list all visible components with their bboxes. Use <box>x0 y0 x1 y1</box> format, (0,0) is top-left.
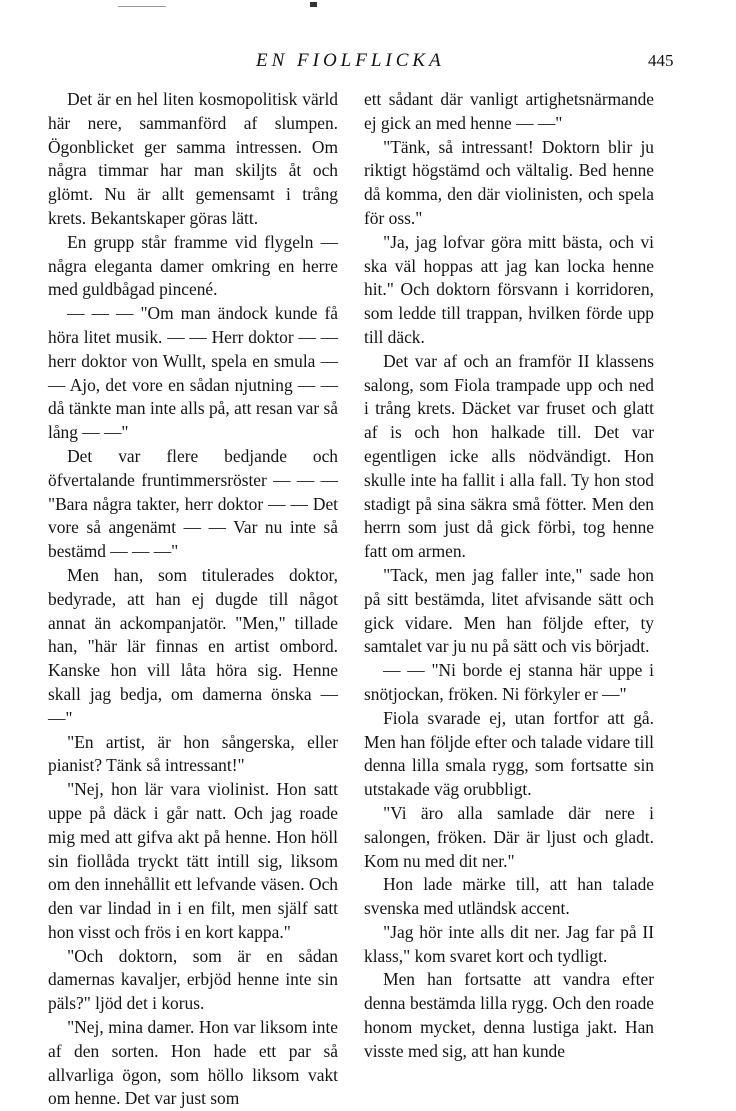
print-mark <box>310 2 317 7</box>
paragraph: En grupp står framme vid flygeln — några eleganta damer omkring en herre med guldbågad pincené. <box>48 231 338 300</box>
paragraph: — — "Ni borde ej stanna här uppe i snötjockan, fröken. Ni förkyler er —" <box>364 660 654 704</box>
paragraph: Fiola svarade ej, utan fortfor att gå. Men han följde efter och talade vidare till denna lilla smala rygg, som fortsatte sin utstakade väg orubbligt. <box>364 707 654 800</box>
paragraph: "Ja, jag lofvar göra mitt bästa, och vi ska väl hoppas att jag kan locka henne hit." Och doktorn försvann i korridoren, som ledde till trappan, hvilken förde upp till däck. <box>364 231 654 347</box>
paragraph-continued: ett sådant där vanligt artighetsnärmande ej gick an med henne — —" <box>364 89 654 133</box>
right-column <box>364 88 654 1064</box>
paragraph: "Jag hör inte alls dit ner. Jag far på II klass," kom svaret kort och tydligt. <box>364 921 654 966</box>
paragraph: Men han fortsatte att vandra efter denna bestämda lilla rygg. Och den roade honom mycket, denna lustiga jakt. Han visste med sig, att han kunde <box>364 969 654 1061</box>
paragraph: Men han, som titulerades doktor, bedyrade, att han ej dugde till något annat än ackompanjatör. "Men," tillade han, "här lär finnas en artist ombord. Kanske hon vill låta höra sig. Henne skall jag bedja, om damerna önska — —" <box>48 564 338 728</box>
paragraph: Det är en hel liten kosmopolitisk värld här nere, sammanförd af slumpen. Ögonblicket ger samma intressen. Om några timmar har man skiljts åt och glömt. Nu är allt gemensamt i trång krets. Bekantskaper göras lätt. <box>48 89 338 228</box>
paragraph: Det var flere bedjande och öfvertalande fruntimmersröster — — — "Bara några takter, herr doktor — — Det vore så angenämt — — Var nu inte så bestämd — — —" <box>48 445 338 562</box>
paragraph: "Och doktorn, som är en sådan damernas kavaljer, erbjöd henne inte sin päls?" ljöd det i korus. <box>48 945 338 1014</box>
paragraph: "Tack, men jag faller inte," sade hon på sitt bestämda, litet afvisande sätt och gick vidare. Men han följde efter, ty samtalet var ju nu på sätt och vis börjadt. <box>364 564 654 657</box>
paragraph: "En artist, är hon sångerska, eller pianist? Tänk så intressant!" <box>48 731 338 776</box>
top-rule <box>118 6 166 7</box>
paragraph: Hon lade märke till, att han talade svenska med utländsk accent. <box>364 874 654 919</box>
paragraph: "Vi äro alla samlade där nere i salongen, fröken. Där är ljust och gladt. Kom nu med dit ner." <box>364 802 654 871</box>
running-head <box>0 50 736 76</box>
page-number: 445 <box>648 51 674 70</box>
paragraph: — — — "Om man ändock kunde få höra litet musik. — — Herr doktor — — herr doktor von Wullt, spela en smula — — Ajo, det vore en sådan njutning — — då tänkte man inte alls på, att resan var så lång — —" <box>48 303 338 443</box>
paragraph: Det var af och an framför II klassens salong, som Fiola trampade upp och ned i trång krets. Däcket var fruset och glatt af is och hon halkade till. Det var egentligen icke alls nödvändigt. Hon skulle inte ha fallit i alla fall. Ty hon stod stadigt på sina säkra små fötter. Men den herrn som just då gick förbi, tog henne fatt om armen. <box>364 350 654 562</box>
paragraph: "Nej, hon lär vara violinist. Hon satt uppe på däck i går natt. Och jag roade mig med att gifva akt på henne. Hon höll sin fiollåda tryckt tätt intill sig, liksom om den innehållit ett lefvande väsen. Och den var lindad in i en filt, men själf satt hon visst och frös i en kort kappa." <box>48 779 338 942</box>
left-column <box>48 88 338 1111</box>
paragraph: "Nej, mina damer. Hon var liksom inte af den sorten. Hon hade ett par så allvarliga ögon, som höllo liksom vakt om henne. Det var just som <box>48 1017 338 1109</box>
paragraph: "Tänk, så intressant! Doktorn blir ju riktigt högstämd och vältalig. Bed henne då komma, den där violinisten, och spela för oss." <box>364 136 654 228</box>
running-title: EN FIOLFLICKA <box>256 50 445 71</box>
